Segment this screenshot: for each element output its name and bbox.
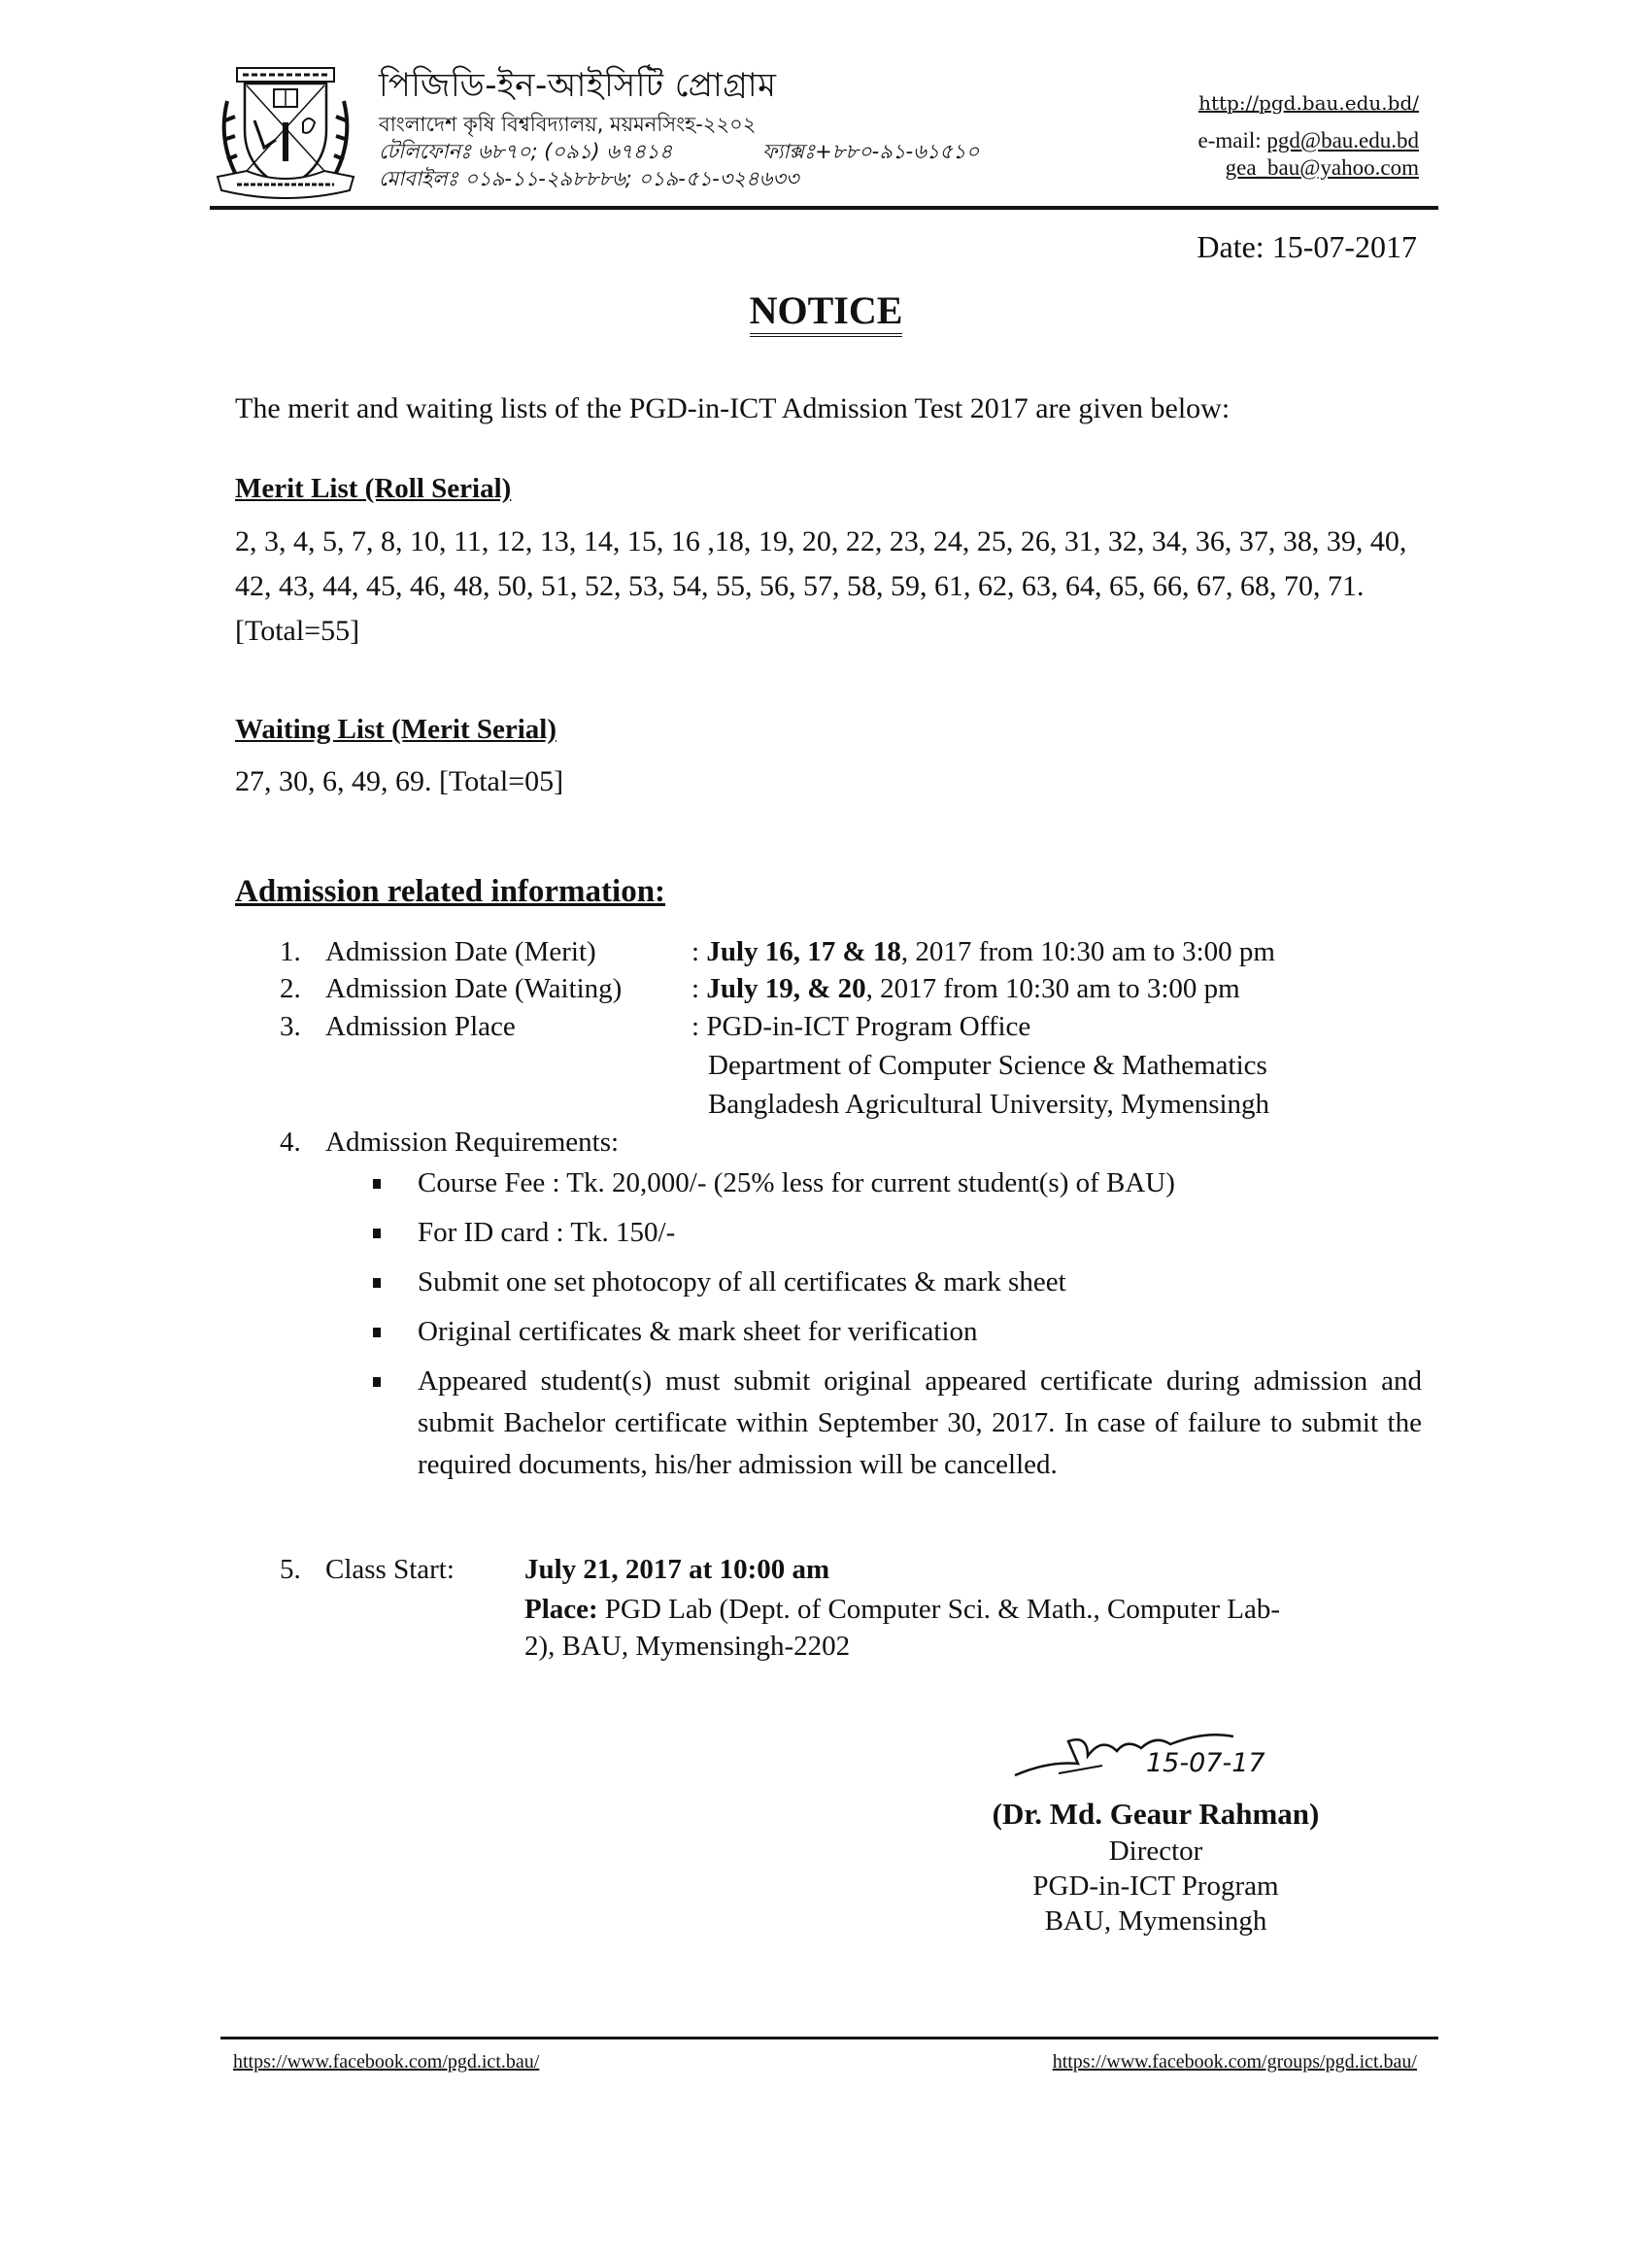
requirements-list — [373, 1163, 1422, 1494]
requirement-item: Original certificates & mark sheet for verification — [373, 1311, 1422, 1353]
place-label: Place: — [524, 1594, 598, 1625]
facebook-page-link[interactable]: https://www.facebook.com/pgd.ict.bau/ — [233, 2051, 540, 2073]
item-value: : July 16, 17 & 18, 2017 from 10:30 am to 3:00 pm — [691, 936, 1275, 967]
item-number: 2. — [280, 973, 301, 1004]
item-label: Class Start: — [325, 1554, 455, 1585]
fax-bengali: ফ্যাক্সঃ+৮৮০-৯১-৬১৫১০ — [762, 140, 980, 163]
item-label: Admission Date (Merit) — [325, 936, 596, 967]
item-value: : July 19, & 20, 2017 from 10:30 am to 3:00 pm — [691, 973, 1240, 1004]
item-label: Admission Date (Waiting) — [325, 973, 623, 1004]
mobile-bengali: মোবাইলঃ ০১৯-১১-২৯৮৮৮৬; ০১৯-৫১-৩২৪৬৩৩ — [379, 167, 799, 190]
item-value-bold: July 16, 17 & 18 — [706, 936, 901, 967]
item-number: 5. — [280, 1554, 301, 1585]
email-label: e-mail: — [1197, 128, 1262, 152]
notice-title — [0, 287, 1652, 333]
notice-title-text: NOTICE — [750, 288, 903, 337]
website-link[interactable]: http://pgd.bau.edu.bd/ — [1198, 91, 1419, 115]
bullet-square-icon — [373, 1328, 381, 1337]
program-title-bengali: পিজিডি-ইন-আইসিটি প্রোগ্রাম — [379, 66, 777, 105]
item-number: 4. — [280, 1127, 301, 1158]
class-start-datetime: July 21, 2017 at 10:00 am — [524, 1554, 830, 1585]
item-number: 3. — [280, 1011, 301, 1042]
email-link-gea[interactable]: gea_bau@yahoo.com — [1225, 155, 1419, 180]
item-number: 1. — [280, 936, 301, 967]
class-place-line-1: Place: PGD Lab (Dept. of Computer Sci. & Math., Computer Lab- — [524, 1594, 1281, 1625]
intro-text: The merit and waiting lists of the PGD-in-ICT Admission Test 2017 are given below: — [235, 392, 1231, 424]
item-value: : PGD-in-ICT Program Office — [691, 1011, 1031, 1042]
footer-divider — [220, 2037, 1438, 2039]
item-value-bold: July 19, & 20 — [706, 973, 866, 1004]
place-line-3: Bangladesh Agricultural University, Mymensingh — [708, 1089, 1270, 1120]
requirement-item: For ID card : Tk. 150/- — [373, 1212, 1422, 1254]
university-crest-icon — [208, 62, 363, 203]
item-value-rest: , 2017 from 10:30 am to 3:00 pm — [900, 936, 1275, 967]
item-label: Admission Requirements: — [325, 1127, 620, 1158]
bullet-square-icon — [373, 1278, 381, 1288]
facebook-group-link[interactable]: https://www.facebook.com/groups/pgd.ict.bau/ — [1052, 2051, 1417, 2073]
admission-heading: Admission related information: — [235, 874, 666, 909]
waiting-list-heading: Waiting List (Merit Serial) — [235, 714, 557, 745]
requirement-item: Appeared student(s) must submit original appeared certificate during admission and submit Bachelor certificate within September 30, 2017. In case of failure to submit the required documents, his/her admission will be cancelled. — [373, 1361, 1422, 1486]
place-line-2: Department of Computer Science & Mathematics — [708, 1050, 1267, 1081]
class-place-line-2: 2), BAU, Mymensingh-2202 — [524, 1631, 851, 1662]
email-link-pgd[interactable]: pgd@bau.edu.bd — [1266, 128, 1419, 152]
bullet-square-icon — [373, 1377, 381, 1387]
university-name-bengali: বাংলাদেশ কৃষি বিশ্ববিদ্যালয়, ময়মনসিংহ-২২০২ — [379, 113, 757, 136]
merit-list-heading: Merit List (Roll Serial) — [235, 473, 512, 504]
waiting-list-values: 27, 30, 6, 49, 69. [Total=05] — [235, 765, 564, 797]
requirement-item: Course Fee : Tk. 20,000/- (25% less for current student(s) of BAU) — [373, 1163, 1422, 1204]
item-label: Admission Place — [325, 1011, 516, 1042]
signatory-place: BAU, Mymensingh — [1044, 1905, 1267, 1937]
signature-date: 15-07-17 — [1146, 1748, 1265, 1778]
merit-list-values: 2, 3, 4, 5, 7, 8, 10, 11, 12, 13, 14, 15, 16 ,18, 19, 20, 22, 23, 24, 25, 26, 31, 32, 34, 36, 37, 38, 39, 40, 42, 43, 44, 45, 46, 48, 50, 51, 52, 53, 54, 55, 56, 57, 58, 59, 61, 62, 63, 64, 65, 66, 67, 68, 70, 71. [Total=55] — [235, 525, 1407, 647]
telephone-bengali: টেলিফোনঃ ৬৮৭০; (০৯১) ৬৭৪১৪ — [379, 140, 673, 163]
bullet-square-icon — [373, 1179, 381, 1189]
bullet-square-icon — [373, 1229, 381, 1238]
header-divider — [210, 206, 1438, 210]
signatory-program: PGD-in-ICT Program — [1032, 1870, 1279, 1902]
item-value-rest: , 2017 from 10:30 am to 3:00 pm — [865, 973, 1240, 1004]
requirement-item: Submit one set photocopy of all certificates & mark sheet — [373, 1262, 1422, 1303]
place-line-1: PGD-in-ICT Program Office — [706, 1011, 1031, 1042]
email-line-1 — [1198, 128, 1420, 153]
signatory-name: (Dr. Md. Geaur Rahman) — [992, 1797, 1320, 1831]
signatory-designation: Director — [1108, 1836, 1203, 1867]
notice-date: Date: 15-07-2017 — [1197, 229, 1417, 264]
